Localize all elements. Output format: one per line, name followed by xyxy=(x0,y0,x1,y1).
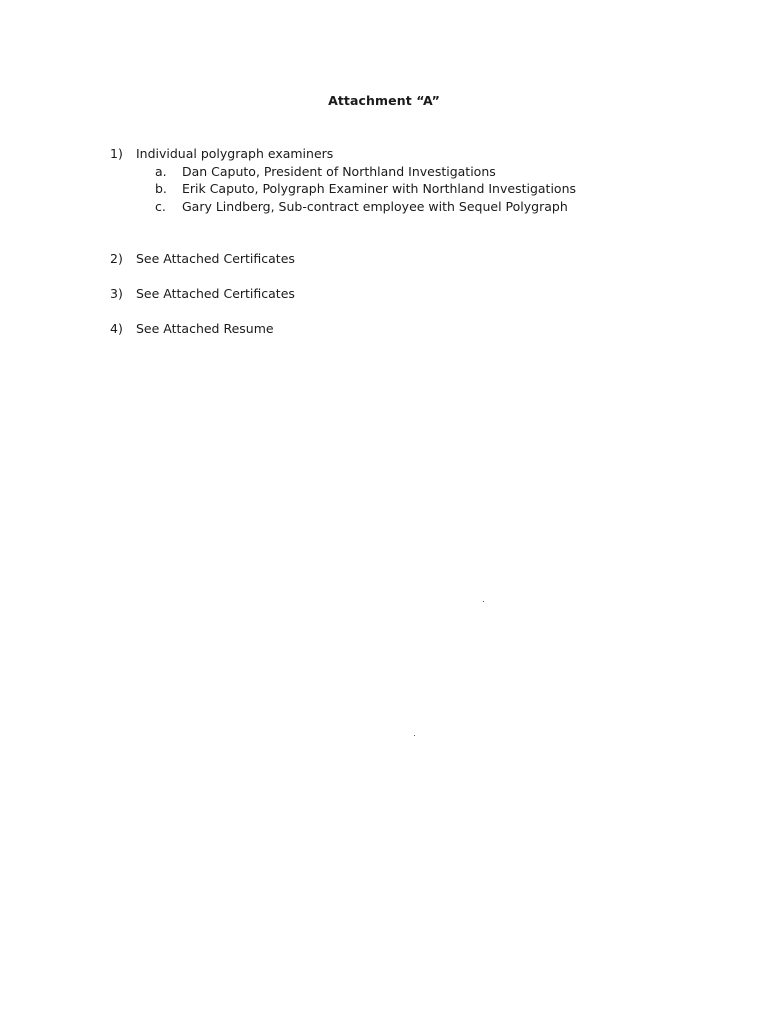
sub-item-b xyxy=(155,181,576,196)
list-number: 2) xyxy=(110,251,123,266)
list-number: 4) xyxy=(110,321,123,336)
sub-letter: c. xyxy=(155,199,166,214)
list-number: 3) xyxy=(110,286,123,301)
list-text: See Attached Resume xyxy=(135,321,274,336)
list-item-3 xyxy=(110,286,295,301)
list-text: See Attached Certificates xyxy=(135,286,295,301)
sub-text: Gary Lindberg, Sub-contract employee with Sequel Polygraph xyxy=(181,199,568,214)
sub-item-a xyxy=(155,164,496,179)
sub-letter: b. xyxy=(155,181,167,196)
list-number: 1) xyxy=(110,146,123,161)
list-text: Individual polygraph examiners xyxy=(135,146,334,161)
sub-item-c xyxy=(155,199,568,214)
list-text: See Attached Certificates xyxy=(135,251,295,266)
sub-text: Dan Caputo, President of Northland Investigations xyxy=(181,164,496,179)
sub-text: Erik Caputo, Polygraph Examiner with Northland Investigations xyxy=(181,181,577,196)
scan-speck xyxy=(483,601,484,602)
list-item-4 xyxy=(110,321,274,336)
page-title: Attachment “A” xyxy=(328,93,440,108)
scan-speck xyxy=(414,735,415,736)
list-item-2 xyxy=(110,251,295,266)
sub-letter: a. xyxy=(155,164,167,179)
list-item-1 xyxy=(110,146,333,161)
